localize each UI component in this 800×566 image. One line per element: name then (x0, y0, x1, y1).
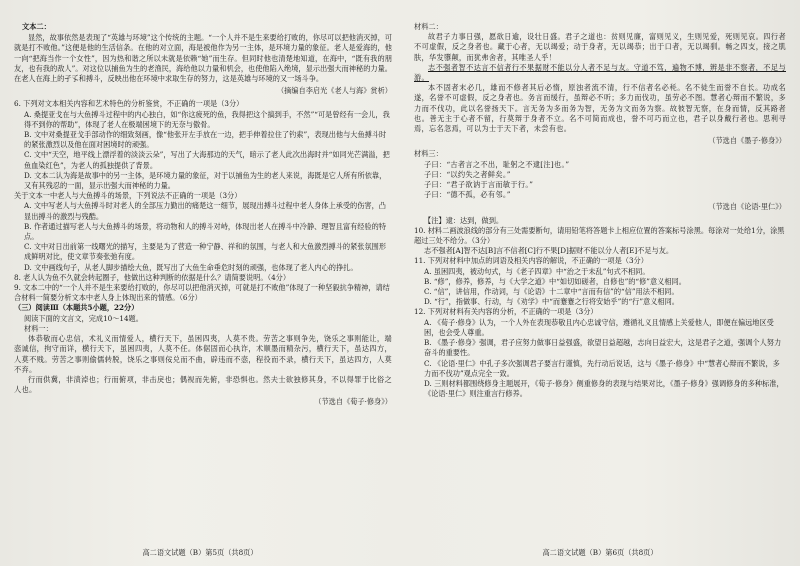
question-6-option-a: A. 桑提亚戈在与大鱼搏斗过程中的内心独白，如“你这疲死的鱼，我得把这个搞到手，不然”“可是曾经有一会儿，我得不到你的帮助”，体现了老人在极端困境下的无奈与傲骨。 (24, 109, 390, 129)
material-1-text: 体恭敬而心忠信，术礼义而情爱人，横行天下，虽困四夷，人莫不贵。劳苦之事则争先，饶乐之事则能让，端悫诚信，拘守而详，横行天下，虽困四夷，人莫不任。体倨固而心执诈，术顺墨而精杂污，横行天下，虽达四方，人莫不贱。劳苦之事则偷儒转脱，饶乐之事则佞兑而不曲，辟违而不悫，程役而不录，横行天下，虽达四方，人莫不弃。 (14, 334, 392, 374)
question-7-option-d: D. 文中画线句子，从老人脚步描绘大鱼，既写出了大鱼生命垂危时刻的顽强，也体现了老人内心的挣扎。 (24, 262, 358, 272)
question-11-option-d: D. “行”，指做事、行动，与《劝学》中“而蹇蹇之行将安始乎”的“行”意义相同。 (424, 297, 679, 307)
material-3-source: （节选自《论语·里仁》） (708, 202, 786, 212)
text2-heading: 文本二： (22, 22, 51, 31)
question-7-option-c: C. 文中对日出前第一线曙光的描写，主要是为了营造一种宁静、祥和的氛围，与老人和大鱼激烈搏斗的紧张氛围形成鲜明对比，使文章节奏张弛有度。 (24, 242, 387, 262)
material-3-line-3: 子曰：“君子欲讷于言而敏于行。” (424, 180, 534, 190)
question-7-option-b: B. 作者通过描写老人与大鱼搏斗的场景，将动物和人的搏斗对峙，体现出老人在搏斗中冷静、理智且富有经验的特点。 (24, 221, 387, 242)
material-2-text-2: 本不固者末必几，雄而不修者其后必惰，原浊者流不清，行不信者名必秏。名不徒生而誉不自长。功成名遂，名誉不可虚假，反之身者也。务言而缓行，虽辩必不听；多力而伐功，虽劳必不图。慧者心辩而不繁说，多力而不伐功，此以名誉扬天下。言无务为多而务为智，无务为文而务为察。故彼智无察，在身而情，反其路者也。善无主于心者不留，行莫辩于身者不立。名不可简而成也，誉不可巧而立也，君子以身戴行者也。思利寻焉，忘名忽焉，可以为士于天下者，未尝有也。 (414, 83, 786, 134)
material-2-text: 故君子力事日强，愿欲日逾，设壮日盛。君子之道也：贫则见廉，富则见义，生则见爱，死则见哀。四行者不可虚假，反之身者也。藏于心者，无以竭爱；动于身者，无以竭恭；出于口者，无以竭驯。畅之四支，接之肌肤，华发隳颠，而犹弗舍者，其唯圣人乎！ (414, 32, 786, 62)
question-12-option-b: B. 《墨子·修身》强调，君子应努力做事日益强盛，欲望日益超越，志向日益宏大，这是君子之道，强调个人努力奋斗的重要性。 (424, 338, 782, 358)
material-2-wavy-underlined-text: 志不强者智不达言不信者行不果据财不能以分人者不足与友。守道不笃，遍物不博，辨是非不察者，不足与游。 (414, 62, 786, 83)
section-3-heading: （三）阅读Ⅲ（本题共5小题，22分） (14, 303, 139, 313)
annotation-note: 【注】逮：达到，做到。 (424, 215, 504, 225)
question-6-option-c: C. 文中“天空，地平线上漂浮着的淡淡云朵”，写出了大海那边的天气，暗示了老人此次出海时并“如同光芒满溢，把鱼血染红色”，为老人的孤独提供了背景。 (24, 150, 390, 170)
question-10: 10. 材料二画波浪线的部分有三处需要断句，请用铅笔将答题卡上相应位置的答案标号涂黑。每涂对一处给1分，涂黑超过三处不给分。（3分） (414, 225, 785, 246)
question-6-option-d: D. 文本二认为海是故事中的另一主体，是环境力量的象征，对于以捕鱼为生的老人来说，海既是它人所有所依靠，又有其残忍的一面，显示出强大而神秘的力量。 (24, 170, 387, 191)
section-3-intro: 阅读下面的文言文，完成10～14题。 (24, 313, 143, 323)
question-11: 11. 下列对材料中加点的词语及相关内容的解说，不正确的一项是（3分） (414, 256, 648, 266)
left-page-footer: 高二语文试题（B）第5页（共8页） (142, 548, 258, 557)
question-11-option-a: A. 虽困四夷，被动句式，与《老子四章》中“治之于未乱”句式不相同。 (424, 266, 650, 276)
material-3-line-1: 子曰：“古者言之不出，耻躬之不逮[注]也。” (424, 159, 570, 169)
question-10-sentence-breaks: 志不强者[A]智不达[B]言不信者[C]行不果[D]据财不能以分人者[E]不足与友。 (424, 246, 674, 256)
question-12: 12. 下列对材料有关内容的分析，不正确的一项是（3分） (414, 307, 598, 317)
material-1-source: （节选自《荀子·修身》） (314, 397, 392, 407)
question-11-option-c: C. “信”，讲信用，作动词，与《论语》十二章中“言而有信”的“信”用法不相同。 (424, 287, 679, 297)
material-3-line-2: 子曰：“以约失之者鲜矣。” (424, 169, 511, 179)
question-6: 6. 下列对文本相关内容和艺术特色的分析鉴赏，不正确的一项是（3分） (14, 99, 244, 109)
material-1-heading: 材料一： (24, 323, 53, 333)
question-12-option-a: A. 《荀子·修身》认为，一个人外在表现恭敬且内心忠诚守信，遵循礼义且情感上关爱他人，即便在偏远地区受困，也会受人尊重。 (424, 317, 774, 337)
material-2-source: （节选自《墨子·修身》） (708, 136, 786, 146)
material-3-heading: 材料三： (414, 149, 443, 159)
material-2-heading: 材料二： (414, 22, 443, 31)
question-9: 9. 文本二中的“一个人并不是生来要给打败的，你尽可以把他消灭掉，可就是打不败他”体现了一种坚毅抗争精神，请结合材料一简要分析文本中老人身上体现出来的情感。（6分） (14, 283, 390, 303)
question-12-option-d: D. 三则材料都围绕修身主题展开，《荀子·修身》侧重修身的表现与结果对比，《墨子·修身》强调修身的多种标准，《论语·里仁》则注重言行修养。 (424, 378, 784, 399)
right-page (414, 22, 786, 399)
question-6-option-b: B. 文中对桑提亚戈手部动作的细致刻画，像“他张开左手放在一边，把手伸着拉住了钓索”，表现出他与大鱼搏斗时的紧张激烈以及他在面对困境时的顽强。 (24, 130, 387, 150)
question-11-option-b: B. “修”，修养，修养，与《大学之道》中“如切如磋者，自修也”的“修”意义相同。 (424, 276, 686, 286)
question-8: 8. 老人认为鱼不久就会转起圈子，他做出这种判断的依据是什么？请简要说明。（4分） (14, 272, 291, 282)
text2-source: （摘编自李启光《老人与海》赏析） (276, 86, 392, 96)
material-1-text-2: 行而供冀，非渍淖也；行而俯项，非击戾也；偶视而先俯，非恐惧也。然夫士欲独修其身，不以得罪于比俗之人也。 (14, 374, 392, 395)
right-page-footer: 高二语文试题（B）第6页（共8页） (542, 548, 658, 557)
text2-paragraph: 显然，故事依然是表现了“英雄与环境”这个传统的主题。“一个人并不是生来要给打败的，你尽可以把他消灭掉，可就是打不败他。”这便是他的生活信条。在他的对立面，海是被他作为另一主体，是环境力量的象征。老人是爱海的，他一向“把海当作一个女性”，因为热和谐之所以未就是依赖“她”而生存。但同时他也清楚地知道，在海中，“既有我的朋友，也有我的敌人”。对这位以捕鱼为生的老渔民，海给他以力量和机会，也使他陷入绝境，显示出强大而神秘的力量。在老人在海上的孑孓和搏斗，反映出他在环境中求取生存的努力，这是英雄与环境的又一场斗争。 (14, 33, 392, 84)
question-7-option-a: A. 文中写老人与大鱼搏斗时对老人的全部压力勤出的痛楚这一细节，展现出搏斗过程中老人身体上承受的伤害，凸显出搏斗的激烈与残酷。 (24, 201, 386, 221)
left-page (14, 22, 392, 411)
material-3-line-4: 子曰：“德不孤，必有邻。” (424, 190, 511, 200)
question-7: 关于文本一中老人与大鱼搏斗的场景，下列说法不正确的一项是（3分） (14, 191, 242, 201)
question-12-option-c: C. 《论语·里仁》中孔子多次强调君子要言行谨慎，先行动后说话，这与《墨子·修身》中“慧者心辩而不繁说，多力而不伐功”观点完全一致。 (424, 358, 780, 378)
